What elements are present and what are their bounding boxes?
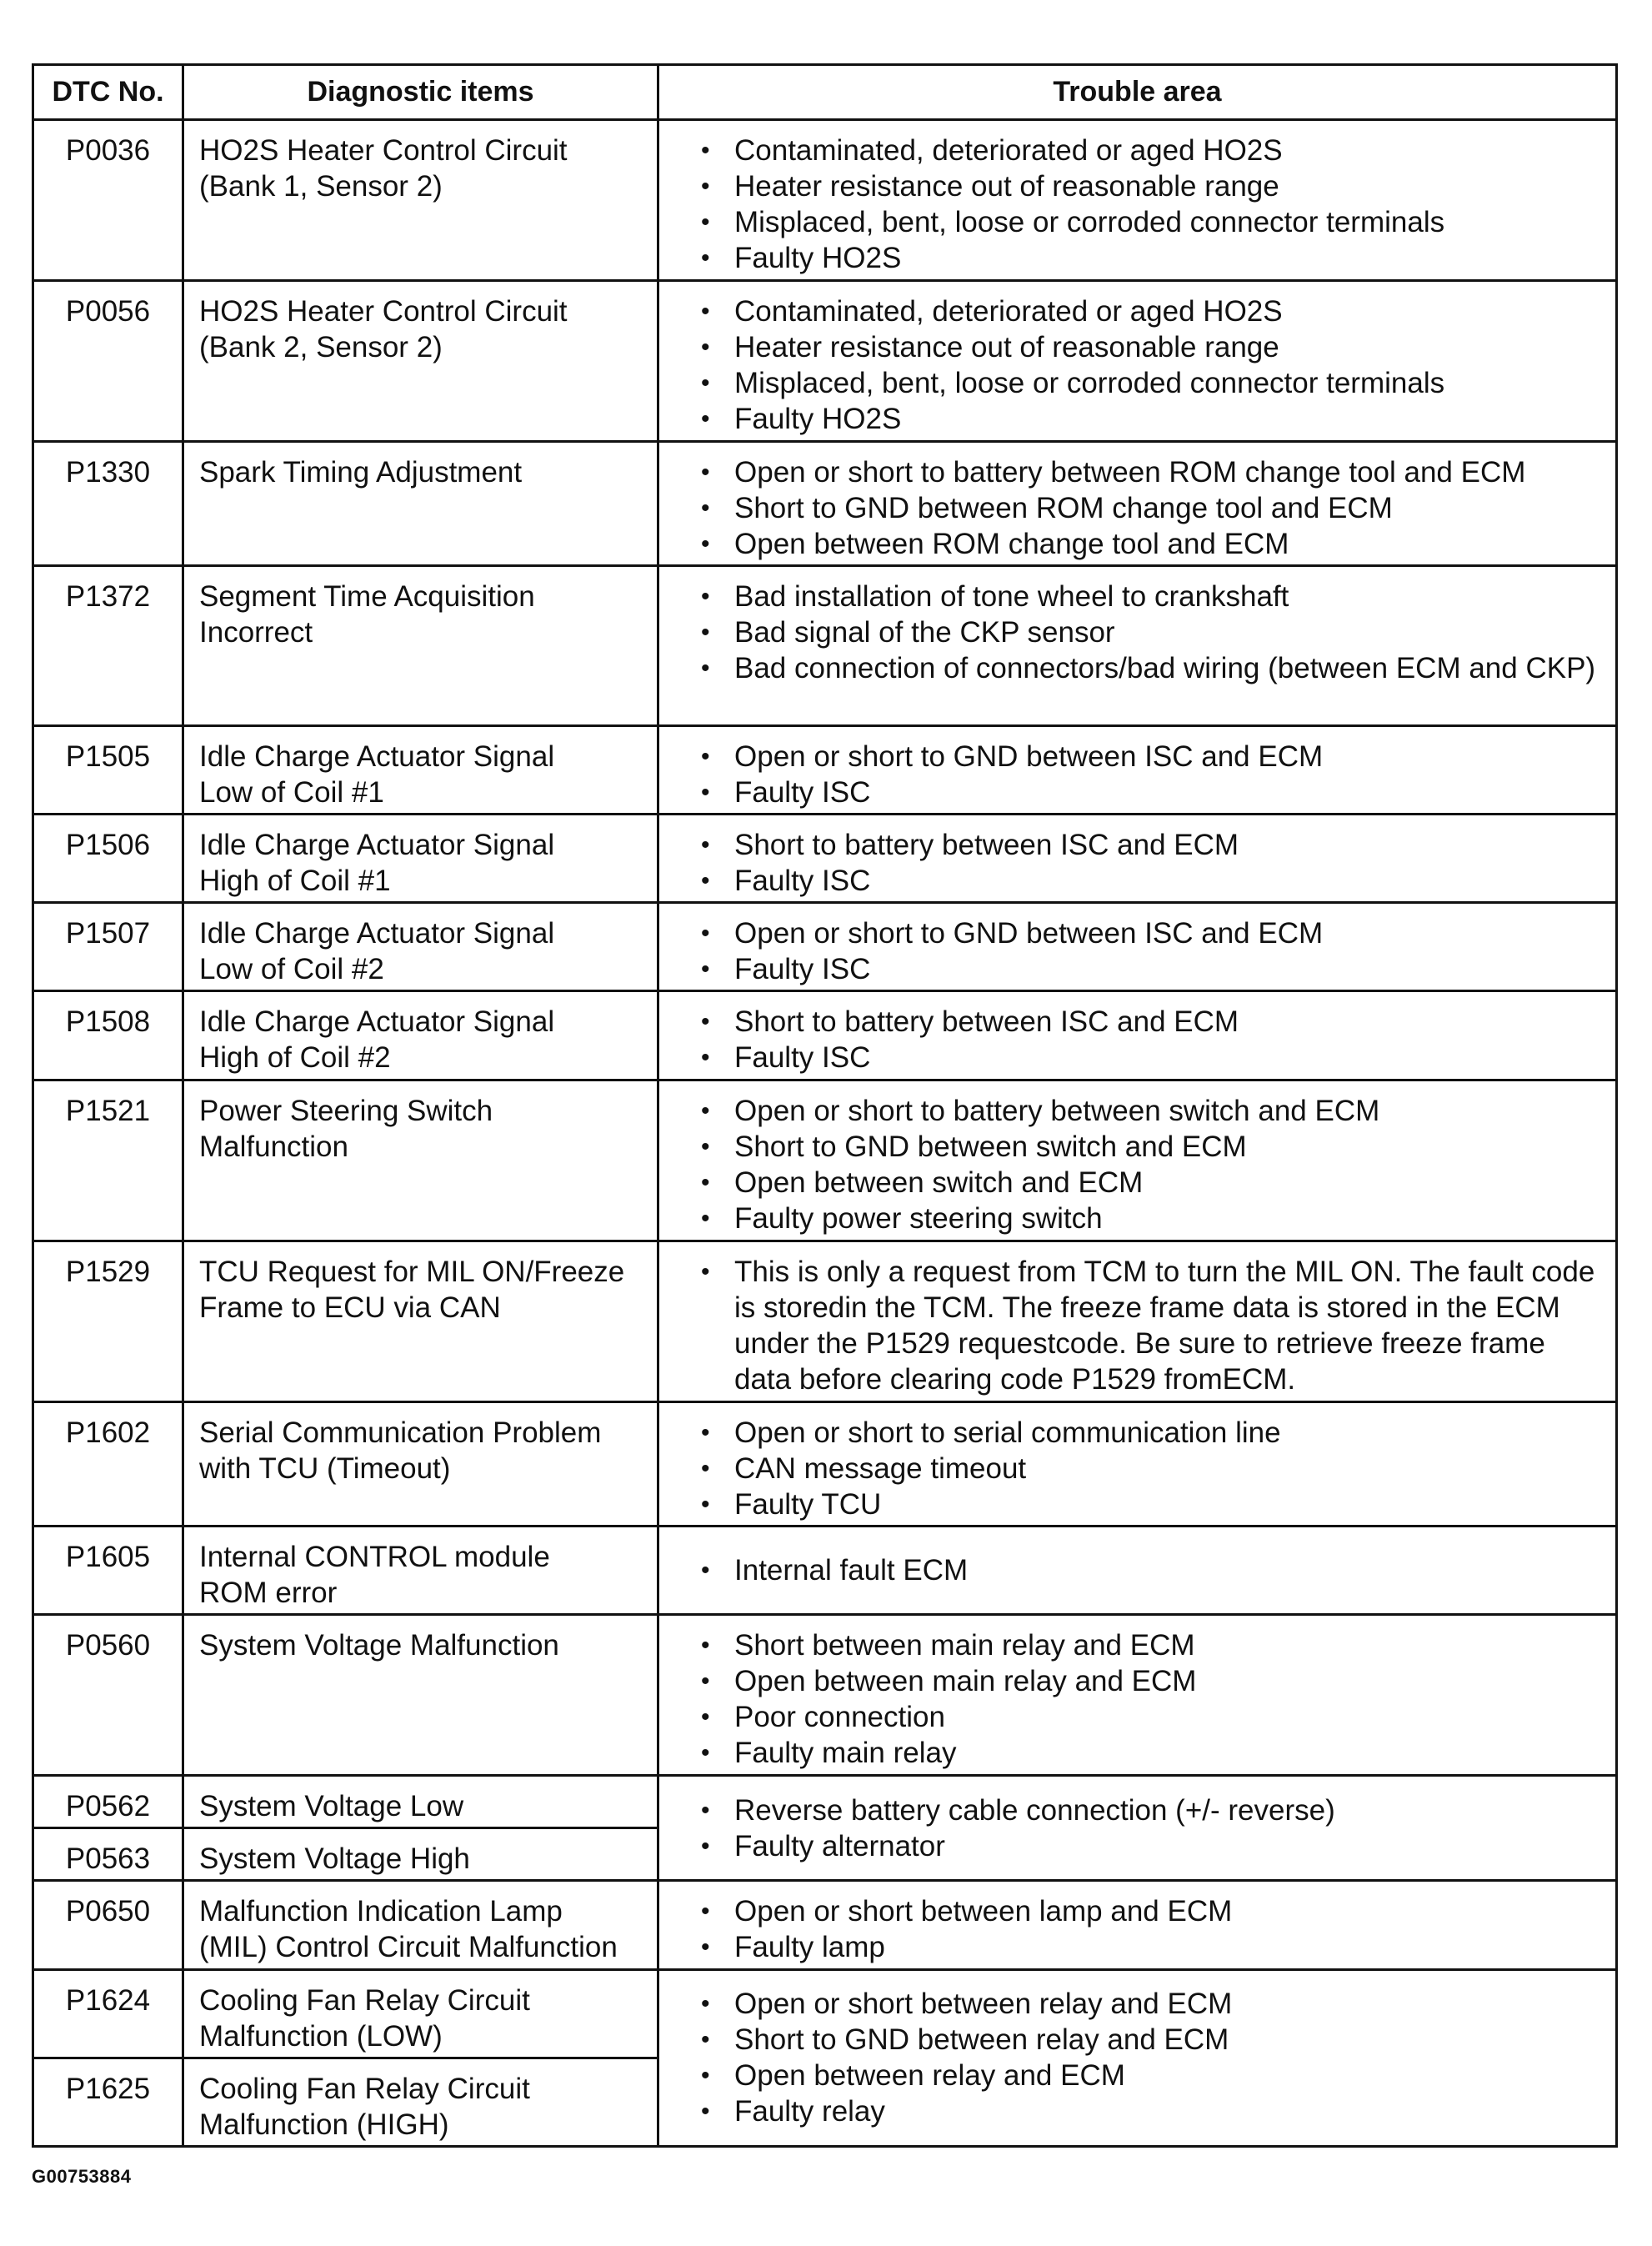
dtc-code: P1625 xyxy=(33,2058,183,2146)
table-row xyxy=(33,1526,1617,1614)
diagnostic-item xyxy=(183,1401,658,1526)
dtc-code: P0056 xyxy=(33,280,183,441)
diagnostic-item-line: Spark Timing Adjustment xyxy=(199,455,523,489)
trouble-item: • Contaminated, deteriorated or aged HO2S xyxy=(701,133,1599,168)
trouble-item: • Short to GND between ROM change tool and ECM xyxy=(701,490,1599,526)
diagnostic-item-line: Incorrect xyxy=(199,616,313,649)
table-row xyxy=(33,815,1617,903)
trouble-area xyxy=(658,120,1617,281)
dtc-code: P1330 xyxy=(33,441,183,565)
diagnostic-item xyxy=(183,2058,658,2146)
trouble-item: • Short between main relay and ECM xyxy=(701,1627,1599,1663)
trouble-area xyxy=(658,725,1617,814)
diagnostic-item xyxy=(183,1969,658,2058)
trouble-item: • CAN message timeout xyxy=(701,1451,1599,1486)
trouble-area xyxy=(658,1614,1617,1775)
dtc-code: P0036 xyxy=(33,120,183,281)
trouble-list xyxy=(701,1093,1599,1236)
table-row xyxy=(33,120,1617,281)
trouble-list xyxy=(701,1627,1599,1771)
diagnostic-item-line: Malfunction xyxy=(199,1130,348,1163)
diagnostic-item xyxy=(183,1775,658,1827)
diagnostic-item-line: (Bank 1, Sensor 2) xyxy=(199,170,443,203)
diagnostic-item-line: Frame to ECU via CAN xyxy=(199,1291,501,1324)
trouble-item: • Open between ROM change tool and ECM xyxy=(701,526,1599,562)
diagnostic-item-line: HO2S Heater Control Circuit xyxy=(199,134,568,167)
trouble-list xyxy=(701,133,1599,276)
trouble-item: • Bad installation of tone wheel to crankshaft xyxy=(701,579,1599,614)
trouble-item: • Faulty lamp xyxy=(701,1929,1599,1965)
trouble-area xyxy=(658,815,1617,903)
table-row xyxy=(33,1401,1617,1526)
trouble-item: • Faulty TCU xyxy=(701,1486,1599,1522)
trouble-list xyxy=(701,1893,1599,1965)
dtc-code: P1529 xyxy=(33,1241,183,1401)
trouble-item: • Open between switch and ECM xyxy=(701,1165,1599,1201)
diagnostic-item-line: with TCU (Timeout) xyxy=(199,1451,451,1485)
trouble-item: • This is only a request from TCM to turn the MIL ON. The fault code is storedin the TCM. The freeze frame data is stored in the ECM under the P1529 requestcode. Be sure to retrieve freeze frame data before clearing code P1529 fromECM. xyxy=(701,1254,1599,1397)
diagnostic-item-line: Malfunction Indication Lamp xyxy=(199,1895,563,1928)
diagnostic-item xyxy=(183,566,658,726)
trouble-area xyxy=(658,1241,1617,1401)
trouble-list xyxy=(701,1792,1599,1864)
trouble-item: • Open or short between lamp and ECM xyxy=(701,1893,1599,1929)
trouble-item: • Poor connection xyxy=(701,1699,1599,1735)
trouble-area xyxy=(658,566,1617,726)
diagnostic-item xyxy=(183,991,658,1080)
header-dtc-no: DTC No. xyxy=(33,65,183,120)
dtc-code: P0650 xyxy=(33,1881,183,1969)
trouble-item: • Short to battery between ISC and ECM xyxy=(701,827,1599,863)
trouble-area xyxy=(658,1775,1617,1881)
trouble-area xyxy=(658,903,1617,991)
table-row xyxy=(33,566,1617,726)
trouble-item: • Open or short to battery between ROM change tool and ECM xyxy=(701,454,1599,490)
trouble-item: • Faulty main relay xyxy=(701,1735,1599,1771)
trouble-item: • Open or short to serial communication line xyxy=(701,1415,1599,1451)
diagnostic-item xyxy=(183,725,658,814)
diagnostic-item xyxy=(183,1080,658,1241)
diagnostic-item-line: Idle Charge Actuator Signal xyxy=(199,917,555,950)
trouble-item: • Faulty ISC xyxy=(701,1040,1599,1075)
trouble-item: • Open or short between relay and ECM xyxy=(701,1986,1599,2022)
trouble-item: • Misplaced, bent, loose or corroded connector terminals xyxy=(701,365,1599,401)
diagnostic-item xyxy=(183,1881,658,1969)
trouble-item: • Short to GND between switch and ECM xyxy=(701,1129,1599,1165)
diagnostic-item-line: System Voltage Malfunction xyxy=(199,1628,559,1662)
table-row xyxy=(33,280,1617,441)
trouble-list xyxy=(701,1004,1599,1075)
dtc-code: P0560 xyxy=(33,1614,183,1775)
table-row xyxy=(33,441,1617,565)
table-row xyxy=(33,903,1617,991)
diagnostic-item-line: Malfunction (HIGH) xyxy=(199,2108,449,2141)
trouble-item: • Internal fault ECM xyxy=(701,1552,1599,1588)
trouble-item: • Misplaced, bent, loose or corroded connector terminals xyxy=(701,204,1599,240)
trouble-item: • Reverse battery cable connection (+/- reverse) xyxy=(701,1792,1599,1828)
trouble-list xyxy=(701,579,1599,686)
diagnostic-item-line: Idle Charge Actuator Signal xyxy=(199,1005,555,1039)
diagnostic-item-line: Serial Communication Problem xyxy=(199,1416,602,1449)
diagnostic-item-line: HO2S Heater Control Circuit xyxy=(199,294,568,328)
diagnostic-item-line: System Voltage Low xyxy=(199,1789,464,1822)
table-row xyxy=(33,991,1617,1080)
trouble-item: • Short to battery between ISC and ECM xyxy=(701,1004,1599,1040)
table-header-row xyxy=(33,65,1617,120)
trouble-list xyxy=(701,1254,1599,1397)
trouble-item: • Faulty alternator xyxy=(701,1828,1599,1864)
trouble-area xyxy=(658,441,1617,565)
trouble-area xyxy=(658,1401,1617,1526)
trouble-item: • Bad connection of connectors/bad wiring (between ECM and CKP) xyxy=(701,650,1599,686)
diagnostic-item-line: Internal CONTROL module xyxy=(199,1540,550,1573)
dtc-code: P1506 xyxy=(33,815,183,903)
diagnostic-item xyxy=(183,120,658,281)
diagnostic-item xyxy=(183,815,658,903)
table-row xyxy=(33,1969,1617,2058)
trouble-list xyxy=(701,915,1599,987)
header-trouble-area: Trouble area xyxy=(658,65,1617,120)
dtc-table xyxy=(32,63,1618,2148)
dtc-code: P0562 xyxy=(33,1775,183,1827)
dtc-code: P1372 xyxy=(33,566,183,726)
trouble-item: • Open between relay and ECM xyxy=(701,2058,1599,2093)
dtc-code: P1602 xyxy=(33,1401,183,1526)
dtc-code: P1508 xyxy=(33,991,183,1080)
trouble-item: • Faulty ISC xyxy=(701,863,1599,899)
header-diagnostic-items: Diagnostic items xyxy=(183,65,658,120)
diagnostic-item-line: (MIL) Control Circuit Malfunction xyxy=(199,1931,618,1964)
trouble-item: • Open or short to GND between ISC and ECM xyxy=(701,739,1599,775)
diagnostic-item-line: System Voltage High xyxy=(199,1842,470,1876)
dtc-code: P1505 xyxy=(33,725,183,814)
dtc-table-container xyxy=(32,63,1618,2148)
trouble-item: • Contaminated, deteriorated or aged HO2S xyxy=(701,293,1599,329)
trouble-list xyxy=(701,1986,1599,2129)
diagnostic-item-line: Idle Charge Actuator Signal xyxy=(199,829,555,862)
trouble-list xyxy=(701,827,1599,899)
table-row xyxy=(33,1775,1617,1827)
diagnostic-item xyxy=(183,280,658,441)
diagnostic-item-line: Power Steering Switch xyxy=(199,1094,493,1127)
table-row xyxy=(33,1614,1617,1775)
diagnostic-item-line: TCU Request for MIL ON/Freeze xyxy=(199,1255,625,1288)
figure-id: G00753884 xyxy=(32,2166,132,2187)
diagnostic-item-line: High of Coil #1 xyxy=(199,865,391,898)
dtc-code: P0563 xyxy=(33,1828,183,1881)
diagnostic-item xyxy=(183,1526,658,1614)
diagnostic-item-line: High of Coil #2 xyxy=(199,1041,391,1075)
table-row xyxy=(33,1080,1617,1241)
trouble-item: • Heater resistance out of reasonable range xyxy=(701,168,1599,204)
trouble-area xyxy=(658,1080,1617,1241)
trouble-item: • Faulty relay xyxy=(701,2093,1599,2129)
dtc-code: P1624 xyxy=(33,1969,183,2058)
diagnostic-item xyxy=(183,1241,658,1401)
diagnostic-item-line: ROM error xyxy=(199,1576,338,1609)
diagnostic-item-line: Low of Coil #2 xyxy=(199,953,384,986)
diagnostic-item-line: Cooling Fan Relay Circuit xyxy=(199,2072,530,2105)
trouble-list xyxy=(701,293,1599,437)
trouble-area xyxy=(658,1526,1617,1614)
trouble-item: • Bad signal of the CKP sensor xyxy=(701,614,1599,650)
trouble-list xyxy=(701,739,1599,810)
trouble-area xyxy=(658,991,1617,1080)
dtc-code: P1605 xyxy=(33,1526,183,1614)
trouble-item: • Faulty power steering switch xyxy=(701,1201,1599,1236)
trouble-item: • Faulty ISC xyxy=(701,951,1599,987)
diagnostic-item xyxy=(183,903,658,991)
table-row xyxy=(33,1241,1617,1401)
dtc-code: P1521 xyxy=(33,1080,183,1241)
trouble-item: • Short to GND between relay and ECM xyxy=(701,2022,1599,2058)
trouble-item: • Faulty ISC xyxy=(701,775,1599,810)
table-row xyxy=(33,1881,1617,1969)
table-row xyxy=(33,725,1617,814)
diagnostic-item xyxy=(183,1828,658,1881)
trouble-area xyxy=(658,1881,1617,1969)
trouble-item: • Open or short to battery between switch and ECM xyxy=(701,1093,1599,1129)
trouble-item: • Open between main relay and ECM xyxy=(701,1663,1599,1699)
diagnostic-item xyxy=(183,1614,658,1775)
trouble-list xyxy=(701,1552,1599,1588)
diagnostic-item-line: Idle Charge Actuator Signal xyxy=(199,739,555,773)
trouble-item: • Heater resistance out of reasonable range xyxy=(701,329,1599,365)
trouble-area xyxy=(658,1969,1617,2146)
trouble-list xyxy=(701,454,1599,562)
diagnostic-item-line: Malfunction (LOW) xyxy=(199,2019,443,2053)
trouble-item: • Faulty HO2S xyxy=(701,401,1599,437)
diagnostic-item xyxy=(183,441,658,565)
trouble-area xyxy=(658,280,1617,441)
diagnostic-item-line: Cooling Fan Relay Circuit xyxy=(199,1983,530,2017)
trouble-list xyxy=(701,1415,1599,1522)
diagnostic-item-line: Segment Time Acquisition xyxy=(199,580,535,613)
dtc-code: P1507 xyxy=(33,903,183,991)
diagnostic-item-line: Low of Coil #1 xyxy=(199,775,384,809)
trouble-item: • Open or short to GND between ISC and ECM xyxy=(701,915,1599,951)
diagnostic-item-line: (Bank 2, Sensor 2) xyxy=(199,330,443,363)
trouble-item: • Faulty HO2S xyxy=(701,240,1599,276)
